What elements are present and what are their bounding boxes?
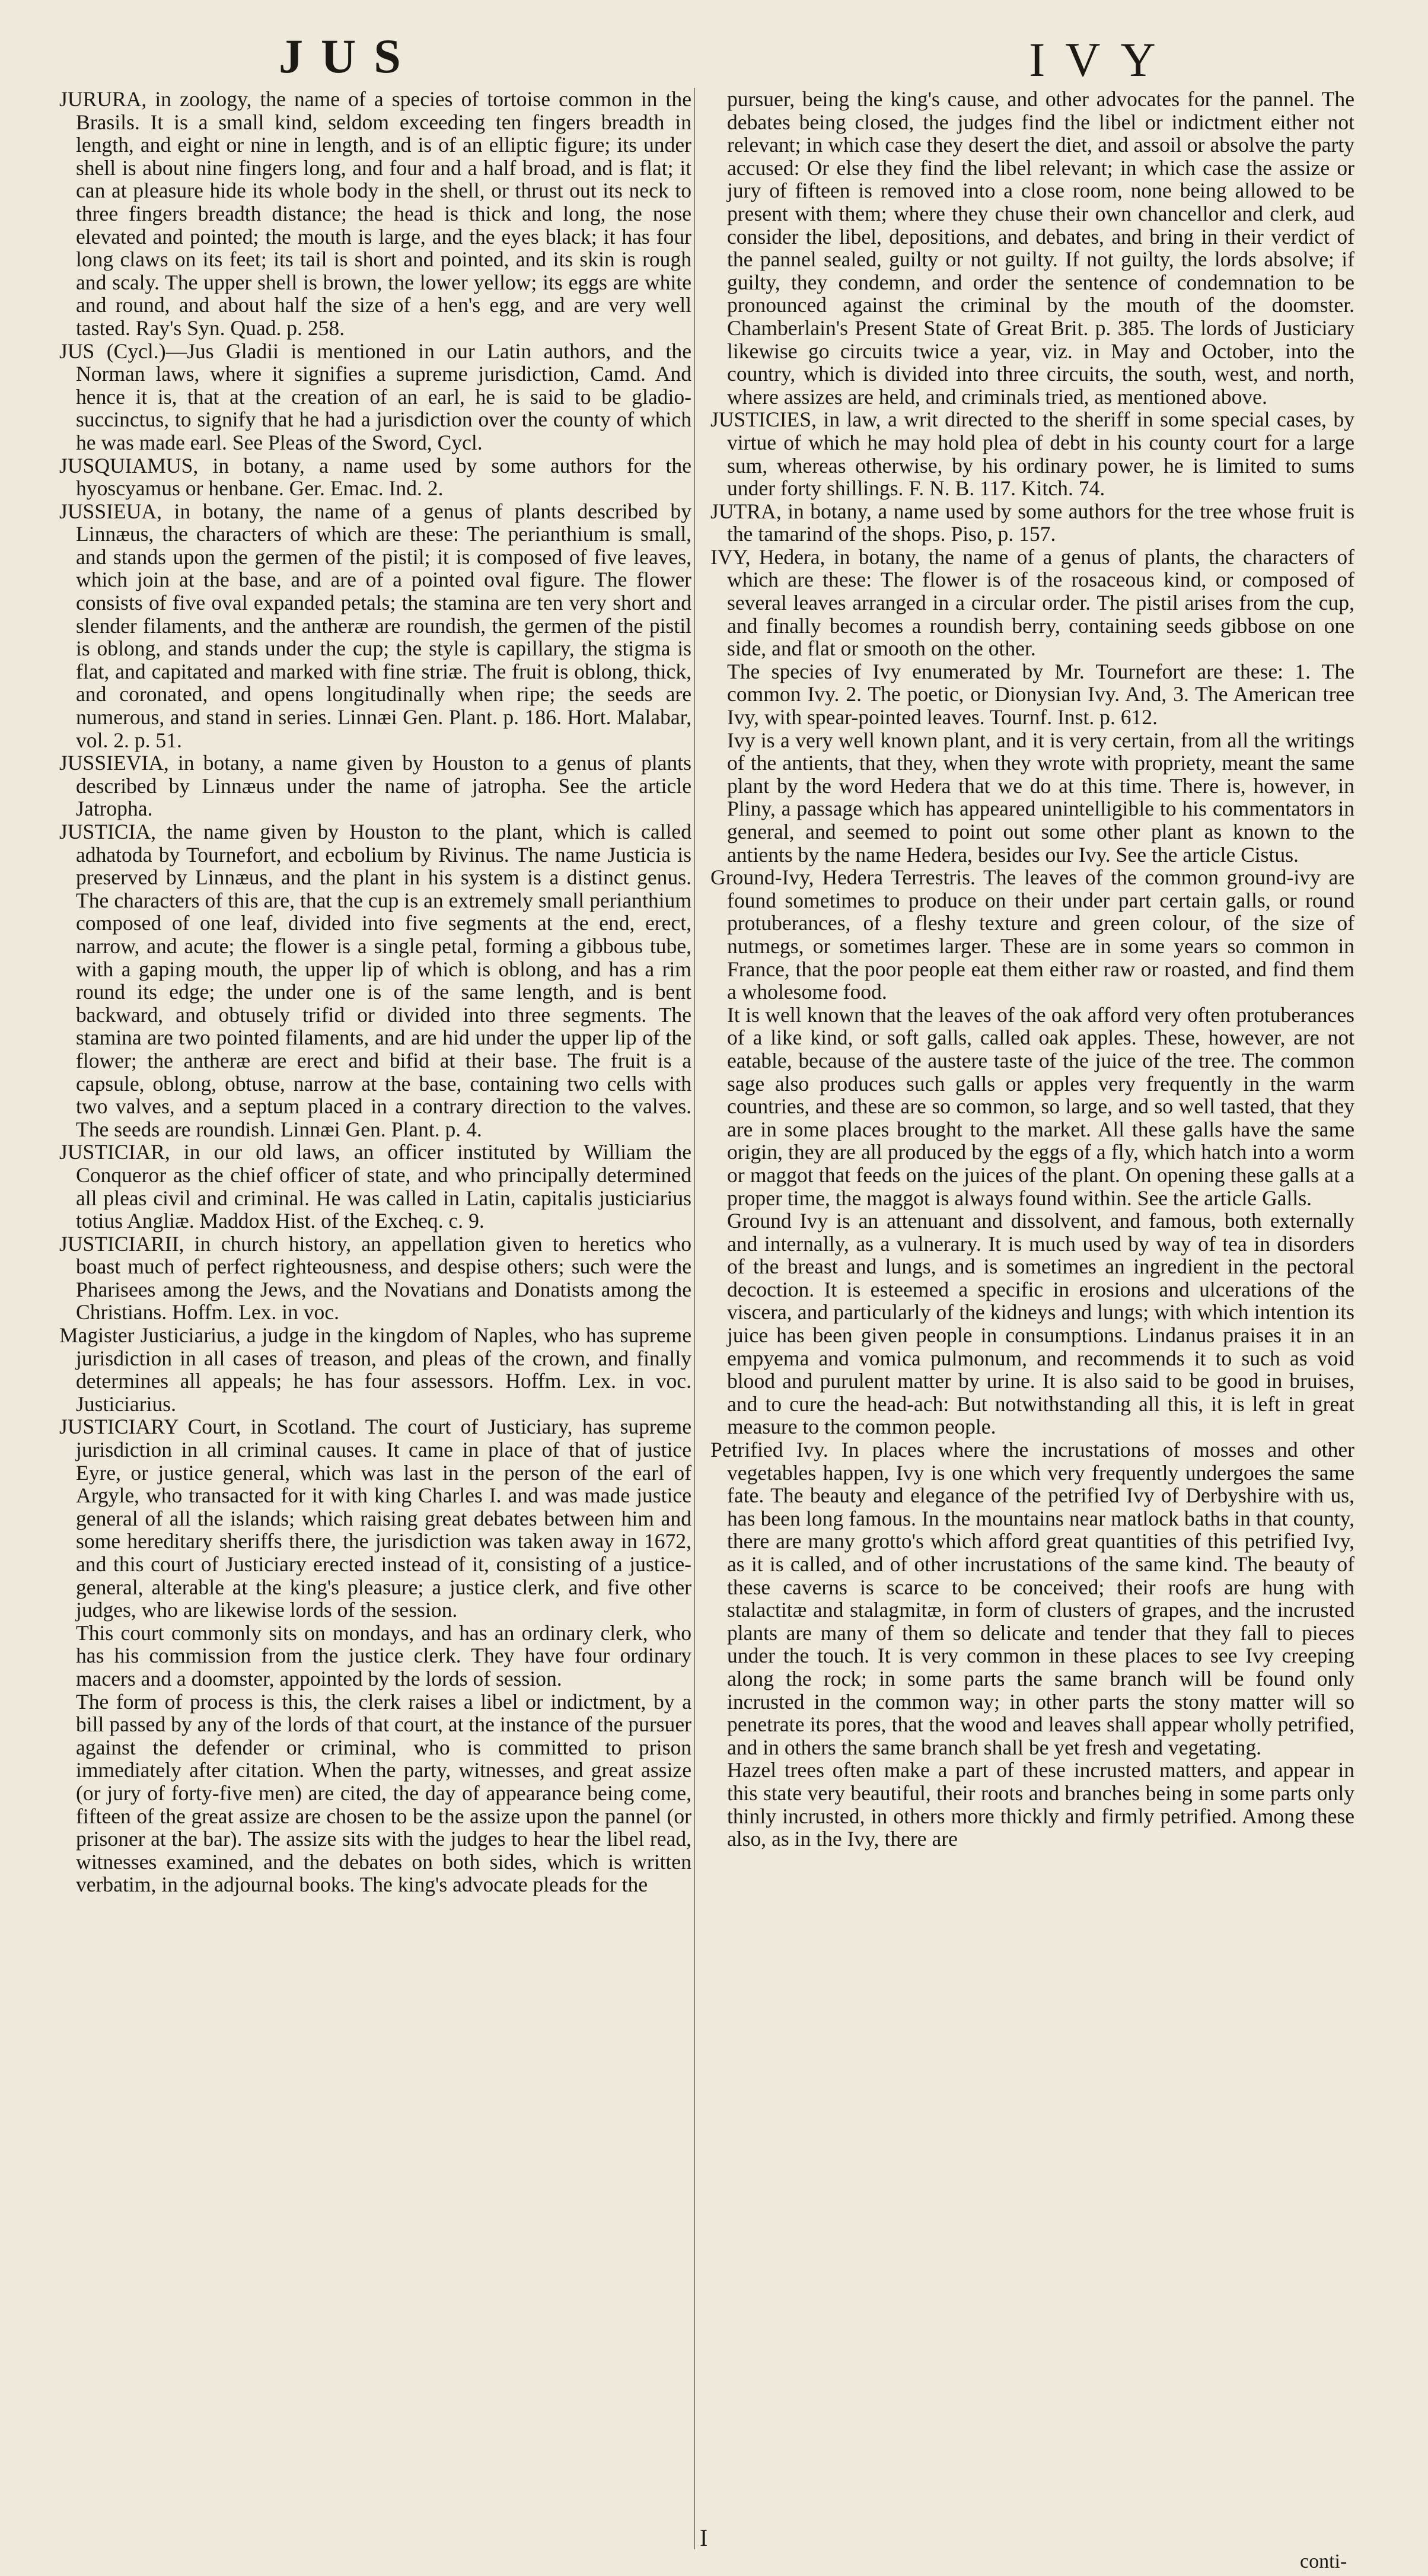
running-head bbox=[0, 28, 1428, 88]
entry-jurura: JURURA, in zoology, the name of a species of tortoise common in the Brasils. It is a small kind, seldom exceeding ten fingers breadth in length, and eight or nine in length, and is of an elliptic figure; its under shell is about nine fingers long, and four and a half broad, and is flat; it can at pleasure hide its whole body in the shell, or thrust out its neck to three fingers breadth distance; the head is thick and long, the nose elevated and pointed; the mouth is large, and the eyes black; it has four long claws on its feet; its tail is short and pointed, and its skin is rough and scaly. The upper shell is brown, the lower yellow; its eggs are white and round, and about half the size of a hen's egg, and are very well tasted. Ray's Syn. Quad. p. 258. bbox=[59, 87, 691, 340]
left-column bbox=[59, 88, 691, 1896]
catchword: conti- bbox=[1300, 2550, 1347, 2572]
entry-ground-ivy: Ground-Ivy, Hedera Terrestris. The leaves of the common ground-ivy are found sometimes to produce on their under part certain galls, or round protuberances, of a fleshy texture and green colour, of the size of nutmegs, or sometimes larger. These are in some years so common in France, that the poor people eat them either raw or roasted, and find them a wholesome food. bbox=[710, 865, 1354, 1004]
paragraph-court-sittings: This court commonly sits on mondays, and has an ordinary clerk, who has his commission from the justice clerk. They have four ordinary macers and a doomster, appointed by the lords of session. bbox=[76, 1620, 691, 1690]
paragraph-form-of-process: The form of process is this, the clerk raises a libel or indictment, by a bill passed by any of the lords of that court, at the instance of the pursuer against the defender or criminal, who is committed to prison immediately after citation. When the party, witnesses, and great assize (or jury of forty-five men) are cited, the day of appearance being come, fifteen of the great assize are chosen to be the assize upon the pannel (or prisoner at the bar). The assize sits with the judges to hear the libel read, witnesses examined, and the debates on both sides, which is written verbatim, in the adjournal books. The king's advocate pleads for the bbox=[76, 1689, 691, 1897]
entry-jus: JUS (Cycl.)—Jus Gladii is mentioned in our Latin authors, and the Norman laws, where it signifies a supreme jurisdiction, Camd. And hence it is, that at the creation of an earl, he is said to be gladio-succinctus, to signify that he had a jurisdiction over the county of which he was made earl. See Pleas of the Sword, Cycl. bbox=[59, 339, 691, 454]
entry-petrified-ivy: Petrified Ivy. In places where the incrustations of mosses and other vegetables happen, Ivy is one which very frequently undergoes the same fate. The beauty and elegance of the petrified Ivy of Derbyshire with us, has been long famous. In the mountains near matlock baths in that county, there are many grotto's which afford great quantities of this petrified Ivy, as it is called, and of other incrustations of the same kind. The beauty of these caverns is scarce to be conceived; their roofs are hung with stalactitæ and stalagmitæ, in form of clusters of grapes, and the incrusted plants are many of them so delicate and tender that they fall to pieces under the touch. It is very common in these places to see Ivy creeping along the rock; in some parts the same branch will be found only incrusted in the common way; in other parts the stony matter will so penetrate its pores, that the wood and leaves shall appear wholly petrified, and in others the same branch shall be yet fresh and vegetating. bbox=[710, 1438, 1354, 1759]
entry-justiciar: JUSTICIAR, in our old laws, an officer instituted by William the Conqueror as the chief officer of state, and who principally determined all pleas civil and criminal. He was called in Latin, capitalis justiciarius totius Angliæ. Maddox Hist. of the Excheq. c. 9. bbox=[59, 1140, 691, 1233]
entry-ivy: IVY, Hedera, in botany, the name of a genus of plants, the characters of which are these: The flower is of the rosaceous kind, or composed of several leaves arranged in a circular order. The pistil arises from the cup, and finally becomes a roundish berry, containing seeds gibbose on one side, and flat or smooth on the other. bbox=[710, 545, 1354, 661]
folio-signature: I bbox=[700, 2524, 708, 2551]
paragraph-process-continued: pursuer, being the king's cause, and other advocates for the pannel. The debates being closed, the judges find the libel or indictment either not relevant; in which case they desert the diet, and assoil or absolve the party accused: Or else they find the libel relevant; in which case the assize or jury of fifteen is removed into a close room, none being allowed to be present with them; where they chuse their own chancellor and clerk, aud consider the libel, depositions, and debates, and bring in their verdict of the pannel sealed, guilty or not guilty. If not guilty, the lords absolve; if guilty, they condemn, and order the sentence of condemnation to be pronounced against the criminal by the mouth of the doomster. Chamberlain's Present State of Great Brit. p. 385. The lords of Justiciary likewise go circuits twice a year, viz. in May and October, into the country, which is divided into three circuits, the south, west, and north, where assizes are held, and criminals tried, as mentioned above. bbox=[727, 87, 1354, 409]
running-head-left: JUS bbox=[279, 29, 419, 83]
entry-jussieua: JUSSIEUA, in botany, the name of a genus of plants described by Linnæus, the characters of which are these: The perianthium is small, and stands upon the germen of the pistil; it is composed of five leaves, which join at the base, and are of a pointed oval figure. The flower consists of five oval expanded petals; the stamina are ten very short and slender filaments, and the antheræ are roundish, the germen of the pistil is oblong, and stands under the cup; the style is capillary, the stigma is flat, and capitated and marked with fine striæ. The fruit is oblong, thick, and coronated, and opens longitudinally when ripe; the seeds are numerous, and stand in series. Linnæi Gen. Plant. p. 186. Hort. Malabar, vol. 2. p. 51. bbox=[59, 499, 691, 752]
paragraph-ivy-species: The species of Ivy enumerated by Mr. Tournefort are these: 1. The common Ivy. 2. The poetic, or Dionysian Ivy. And, 3. The American tree Ivy, with spear-pointed leaves. Tournf. Inst. p. 612. bbox=[727, 659, 1354, 730]
entry-justicia: JUSTICIA, the name given by Houston to the plant, which is called adhatoda by Tournefort, and ecbolium by Rivinus. The name Justicia is preserved by Linnæus, and the plant in his system is a distinct genus. The characters of this are, that the cup is an extremely small perianthium composed of one leaf, divided into five segments at the end, erect, narrow, and acute; the flower is a single petal, forming a gibbous tube, with a gaping mouth, the upper lip of which is oblong, and has a rim round its edge; the under one is of the same length, and is bent backward, and obtusely trifid or divided into three segments. The stamina are two pointed filaments, and are hid under the upper lip of the flower; the antheræ are erect and bifid at their base. The fruit is a capsule, oblong, obtuse, narrow at the base, containing two cells with two valves, and a septum placed in a contrary direction to the valves. The seeds are roundish. Linnæi Gen. Plant. p. 4. bbox=[59, 820, 691, 1141]
entry-magister-justiciarius: Magister Justiciarius, a judge in the kingdom of Naples, who has supreme jurisdiction in all cases of treason, and pleas of the crown, and finally determines all appeals; he has four assessors. Hoffm. Lex. in voc. Justiciarius. bbox=[59, 1323, 691, 1416]
paragraph-ivy-antients: Ivy is a very well known plant, and it is very certain, from all the writings of the antients, that they, when they wrote with propriety, meant the same plant by the word Hedera that we do at this time. There is, however, in Pliny, a passage which has appeared unintelligible to his commentators in general, and seemed to point out some other plant as known to the antients by the name Hedera, besides our Ivy. See the article Cistus. bbox=[727, 728, 1354, 867]
entry-justicies: JUSTICIES, in law, a writ directed to the sheriff in some special cases, by virtue of which he may hold plea of debt in his county court for a large sum, whereas otherwise, by his ordinary power, he is limited to sums under forty shillings. F. N. B. 117. Kitch. 74. bbox=[710, 407, 1354, 501]
entry-justiciary-court: JUSTICIARY Court, in Scotland. The court of Justiciary, has supreme jurisdiction in all criminal causes. It came in place of that of justice Eyre, or justice general, which was last in the person of the earl of Argyle, who transacted for it with king Charles I. and was made justice general of all the islands; which raising great debates between him and some hereditary sheriffs there, the jurisdiction was taken away in 1672, and this court of Justiciary erected instead of it, consisting of a justice-general, alterable at the king's pleasure; a justice clerk, and five other judges, who are likewise lords of the session. bbox=[59, 1415, 691, 1622]
entry-justiciarii: JUSTICIARII, in church history, an appellation given to heretics who boast much of perfect righteousness, and despise others; such were the Pharisees among the Jews, and the Novatians and Donatists among the Christians. Hoffm. Lex. in voc. bbox=[59, 1231, 691, 1324]
paragraph-ground-ivy-uses: Ground Ivy is an attenuant and dissolvent, and famous, both externally and internally, as a vulnerary. It is much used by way of tea in disorders of the breast and lungs, and is sometimes an ingredient in the pectoral decoction. It is esteemed a specific in erosions and ulcerations of the viscera, and particularly of the kidneys and lungs; with which intention its juice has been given people in consumptions. Lindanus praises it in an empyema and vomica pulmonum, and recommends it to such as void blood and purulent matter by urine. It is also said to be good in bruises, and to cure the head-ach: But notwithstanding all this, it is left in great measure to the common people. bbox=[727, 1209, 1354, 1439]
paragraph-oak-galls: It is well known that the leaves of the oak afford very often protuberances of a like kind, or soft galls, called oak apples. These, however, are not eatable, because of the austere taste of the juice of the tree. The common sage also produces such galls or apples very frequently in the warm countries, and these are so common, so large, and so well tasted, that they are in some places brought to the market. All these galls have the same origin, they are all produced by the eggs of a fly, which hatch into a worm or maggot that feeds on the juices of the plant. On opening these galls at a proper time, the maggot is always found within. See the article Galls. bbox=[727, 1002, 1354, 1210]
entry-jussievia: JUSSIEVIA, in botany, a name given by Houston to a genus of plants described by Linnæus under the name of jatropha. See the article Jatropha. bbox=[59, 751, 691, 821]
entry-jusquiamus: JUSQUIAMUS, in botany, a name used by some authors for the hyoscyamus or henbane. Ger. Emac. Ind. 2. bbox=[59, 453, 691, 501]
right-column bbox=[710, 88, 1354, 1851]
column-divider bbox=[694, 88, 695, 2549]
entry-jutra: JUTRA, in botany, a name used by some authors for the tree whose fruit is the tamarind of the shops. Piso, p. 157. bbox=[710, 499, 1354, 546]
paragraph-hazel-trees: Hazel trees often make a part of these incrusted matters, and appear in this state very beautiful, their roots and branches being in some parts only thinly incrusted, in others more thickly and firmly petrified. Among these also, as in the Ivy, there are bbox=[727, 1758, 1354, 1851]
running-head-right: IVY bbox=[1029, 33, 1176, 87]
